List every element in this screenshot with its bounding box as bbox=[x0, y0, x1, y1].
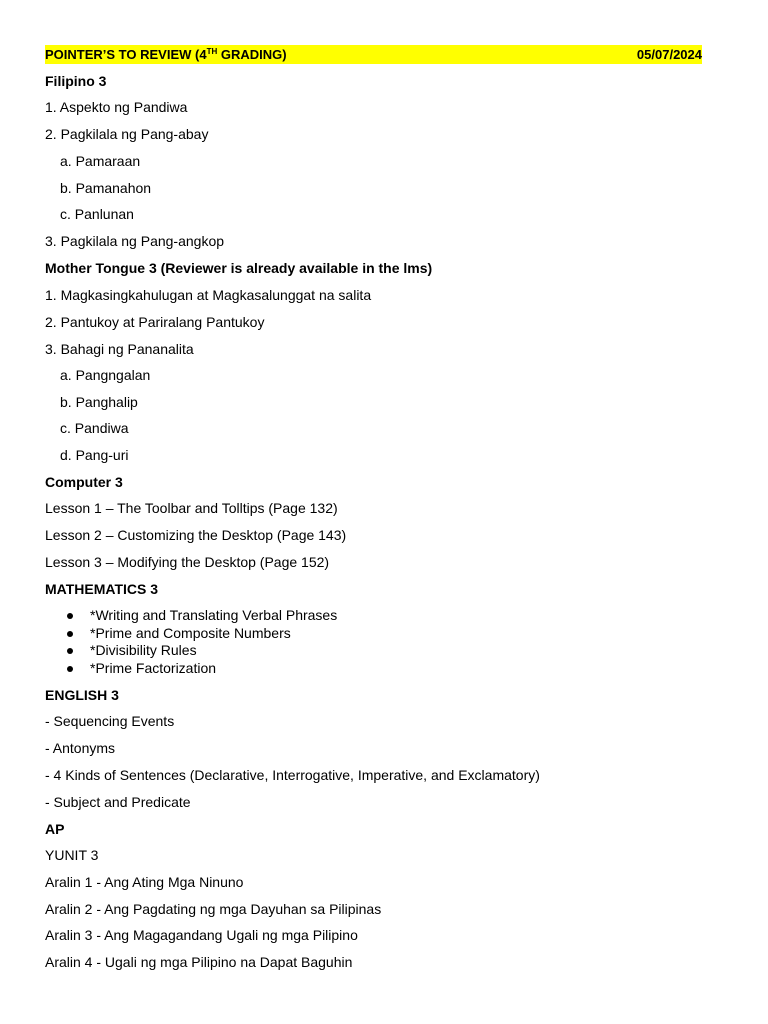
filipino-item: 3. Pagkilala ng Pang-angkop bbox=[45, 233, 225, 249]
english-topic: - Sequencing Events bbox=[45, 713, 175, 729]
mathematics-topic: *Prime Factorization bbox=[90, 659, 217, 676]
section-heading-ap: AP bbox=[45, 821, 65, 837]
english-topic: - Antonyms bbox=[45, 740, 116, 756]
computer-lesson: Lesson 2 – Customizing the Desktop (Page 143) bbox=[45, 527, 347, 543]
computer-lesson: Lesson 1 – The Toolbar and Tolltips (Page 132) bbox=[45, 500, 338, 516]
filipino-subitem: c. Panlunan bbox=[60, 206, 134, 222]
mathematics-list bbox=[45, 607, 337, 677]
filipino-item: 1. Aspekto ng Pandiwa bbox=[45, 99, 188, 115]
mother-tongue-item: 3. Bahagi ng Pananalita bbox=[45, 341, 194, 357]
list-item bbox=[45, 607, 337, 625]
ap-unit: YUNIT 3 bbox=[45, 847, 99, 863]
mathematics-topic: *Prime and Composite Numbers bbox=[90, 624, 291, 641]
bullet-dot bbox=[67, 648, 73, 654]
english-topic: - Subject and Predicate bbox=[45, 794, 191, 810]
bullet-dot bbox=[67, 613, 73, 619]
header-title-superscript: TH bbox=[206, 47, 218, 56]
mother-tongue-item: 2. Pantukoy at Pariralang Pantukoy bbox=[45, 314, 265, 330]
ap-lesson: Aralin 3 - Ang Magagandang Ugali ng mga Pilipino bbox=[45, 927, 358, 943]
computer-lesson: Lesson 3 – Modifying the Desktop (Page 152) bbox=[45, 554, 330, 570]
mother-tongue-subitem: b. Panghalip bbox=[60, 394, 138, 410]
review-header bbox=[45, 45, 702, 64]
section-heading-mother-tongue: Mother Tongue 3 (Reviewer is already available in the lms) bbox=[45, 260, 433, 276]
header-title-end: GRADING) bbox=[217, 47, 287, 62]
section-heading-mathematics: MATHEMATICS 3 bbox=[45, 581, 159, 597]
header-title-main: POINTER’S TO REVIEW (4 bbox=[45, 47, 207, 62]
ap-lesson: Aralin 1 - Ang Ating Mga Ninuno bbox=[45, 874, 244, 890]
mother-tongue-subitem: d. Pang-uri bbox=[60, 447, 129, 463]
section-heading-english: ENGLISH 3 bbox=[45, 687, 119, 703]
header-date: 05/07/2024 bbox=[636, 47, 702, 62]
list-item bbox=[45, 625, 337, 643]
mother-tongue-item: 1. Magkasingkahulugan at Magkasalunggat na salita bbox=[45, 287, 372, 303]
section-heading-computer: Computer 3 bbox=[45, 474, 123, 490]
filipino-item: 2. Pagkilala ng Pang-abay bbox=[45, 126, 209, 142]
bullet-dot bbox=[67, 631, 73, 637]
section-heading-filipino: Filipino 3 bbox=[45, 73, 107, 89]
mathematics-topic: *Divisibility Rules bbox=[90, 642, 197, 658]
filipino-subitem: a. Pamaraan bbox=[60, 153, 141, 169]
mother-tongue-subitem: c. Pandiwa bbox=[60, 420, 129, 436]
ap-lesson: Aralin 2 - Ang Pagdating ng mga Dayuhan sa Pilipinas bbox=[45, 901, 382, 917]
header-title bbox=[45, 45, 287, 64]
ap-lesson: Aralin 4 - Ugali ng mga Pilipino na Dapat Baguhin bbox=[45, 954, 353, 970]
mother-tongue-subitem: a. Pangngalan bbox=[60, 367, 151, 383]
bullet-dot bbox=[67, 666, 73, 672]
english-topic: - 4 Kinds of Sentences (Declarative, Interrogative, Imperative, and Exclamatory) bbox=[45, 767, 540, 783]
filipino-subitem: b. Pamanahon bbox=[60, 180, 152, 196]
mathematics-topic: *Writing and Translating Verbal Phrases bbox=[90, 607, 338, 623]
list-item bbox=[45, 642, 337, 660]
list-item bbox=[45, 660, 337, 678]
